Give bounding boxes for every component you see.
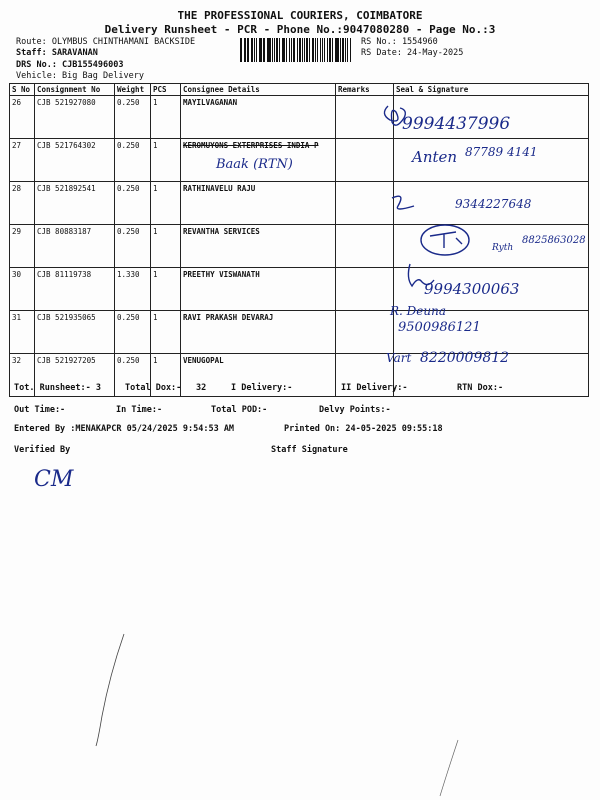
rs-number: RS No.: 1554960	[361, 37, 438, 47]
cell-pcs: 1	[151, 225, 181, 268]
barcode-bar	[291, 38, 292, 62]
verified-signature: CM	[34, 467, 74, 492]
tot-runsheet: Tot. Runsheet:- 3	[14, 383, 101, 393]
cell-remarks	[336, 225, 394, 268]
cell-remarks	[336, 268, 394, 311]
table-row	[10, 225, 589, 268]
cell-consignment: CJB 521764302	[35, 139, 115, 182]
barcode-bar	[342, 38, 344, 62]
cell-weight: 0.250	[115, 311, 151, 354]
barcode-bar	[282, 38, 283, 62]
cell-pcs: 1	[151, 311, 181, 354]
barcode-bar	[312, 38, 314, 62]
barcode	[240, 38, 352, 62]
cell-sno: 32	[10, 354, 35, 397]
barcode-bar	[267, 38, 268, 62]
col-weight: Weight	[115, 84, 151, 96]
barcode-bar	[347, 38, 348, 62]
barcode-bar	[254, 38, 255, 62]
barcode-bar	[350, 38, 352, 62]
cell-sno: 31	[10, 311, 35, 354]
barcode-bar	[289, 38, 290, 62]
barcode-bar	[336, 38, 338, 62]
cell-pcs: 1	[151, 139, 181, 182]
cell-pcs: 1	[151, 182, 181, 225]
cell-sno: 30	[10, 268, 35, 311]
cell-signature	[394, 139, 589, 182]
hw-name-29: Ryth	[492, 243, 514, 253]
cell-sno: 27	[10, 139, 35, 182]
document-subtitle: Delivery Runsheet - PCR - Phone No.:9047080280 - Page No.:3	[104, 23, 496, 36]
barcode-bar	[260, 38, 262, 62]
col-pcs: PCS	[151, 84, 181, 96]
barcode-bar	[317, 38, 318, 62]
entered-by: Entered By :MENAKAPCR 05/24/2025 9:54:53 AM	[14, 424, 235, 434]
cell-weight: 0.250	[115, 182, 151, 225]
barcode-bar	[293, 38, 295, 62]
barcode-bar	[240, 38, 242, 62]
hw-name-32: Vart	[386, 351, 412, 365]
barcode-bar	[302, 38, 303, 62]
barcode-bar	[332, 38, 333, 62]
barcode-bar	[247, 38, 249, 62]
table-row	[10, 268, 589, 311]
col-consignment: Consignment No	[35, 84, 115, 96]
cell-consignee: VENUGOPAL	[181, 354, 336, 397]
cell-consignment: CJB 521935065	[35, 311, 115, 354]
col-sno: S No	[10, 84, 35, 96]
hw-phone-32: 8220009812	[420, 350, 510, 366]
table-row	[10, 182, 589, 225]
printed-on: Printed On: 24-05-2025 09:55:18	[284, 424, 443, 434]
hw-phone-28: 9344227648	[455, 197, 532, 211]
cell-weight: 1.330	[115, 268, 151, 311]
hw-name-31: R. Deuna	[390, 304, 446, 318]
cell-remarks	[336, 96, 394, 139]
cell-consignment: CJB 521927080	[35, 96, 115, 139]
hw-number-27: 87789 4141	[465, 145, 538, 159]
barcode-bar	[345, 38, 346, 62]
cell-consignee: RAVI PRAKASH DEVARAJ	[181, 311, 336, 354]
cell-consignment: CJB 521927205	[35, 354, 115, 397]
barcode-bar	[259, 38, 260, 62]
cell-consignee: MAYILVAGANAN	[181, 96, 336, 139]
runsheet-table	[9, 83, 589, 397]
out-time: Out Time:-	[14, 405, 66, 415]
barcode-bar	[340, 38, 341, 62]
cell-signature	[394, 311, 589, 354]
vehicle-line: Vehicle: Big Bag Delivery	[16, 71, 144, 81]
staff-line: Staff: SARAVANAN	[16, 48, 98, 58]
table-row	[10, 139, 589, 182]
cell-consignment: CJB 80883187	[35, 225, 115, 268]
drs-line: DRS No.: CJB155496003	[16, 60, 124, 70]
cell-signature	[394, 96, 589, 139]
cell-consignee: RATHINAVELU RAJU	[181, 182, 336, 225]
cell-consignee: PREETHY VISWANATH	[181, 268, 336, 311]
barcode-bar	[335, 38, 336, 62]
cell-remarks	[336, 311, 394, 354]
in-time: In Time:-	[116, 405, 163, 415]
total-pod: Total POD:-	[211, 405, 268, 415]
table-row	[10, 311, 589, 354]
route-line: Route: OLYMBUS CHINTHAMANI BACKSIDE	[16, 37, 196, 47]
barcode-bar	[279, 38, 280, 62]
pen-mark	[96, 634, 124, 746]
barcode-bar	[306, 38, 308, 62]
delvy-points: Delvy Points:-	[319, 405, 391, 415]
barcode-bar	[245, 38, 246, 62]
barcode-bar	[244, 38, 245, 62]
col-signature: Seal & Signature	[394, 84, 589, 96]
table-header-row	[10, 84, 589, 96]
barcode-bar	[327, 38, 329, 62]
col-remarks: Remarks	[336, 84, 394, 96]
cell-sno: 28	[10, 182, 35, 225]
cell-signature	[394, 268, 589, 311]
ii-delivery: II Delivery:-	[341, 383, 408, 393]
cell-sno: 29	[10, 225, 35, 268]
barcode-bar	[304, 38, 305, 62]
cell-weight: 0.250	[115, 354, 151, 397]
i-delivery: I Delivery:-	[231, 383, 293, 393]
barcode-bar	[324, 38, 325, 62]
col-consignee: Consignee Details	[181, 84, 336, 96]
barcode-bar	[297, 38, 298, 62]
cell-consignment: CJB 521892541	[35, 182, 115, 225]
rtn-dox: RTN Dox:-	[457, 383, 504, 393]
barcode-bar	[268, 38, 270, 62]
hw-phone-31: 9500986121	[398, 320, 481, 335]
hw-phone-26: 9994437996	[402, 114, 511, 134]
barcode-bar	[322, 38, 323, 62]
hw-phone-30: 9994300063	[424, 280, 520, 298]
barcode-bar	[263, 38, 265, 62]
barcode-bar	[315, 38, 316, 62]
total-dox-label: Total Dox:-	[125, 383, 182, 393]
cell-signature	[394, 225, 589, 268]
barcode-bar	[256, 38, 257, 62]
cell-pcs: 1	[151, 96, 181, 139]
hw-number-29: 8825863028	[522, 235, 586, 246]
cell-weight: 0.250	[115, 225, 151, 268]
barcode-bar	[272, 38, 273, 62]
cell-weight: 0.250	[115, 139, 151, 182]
barcode-bar	[283, 38, 285, 62]
total-dox-value: 32	[196, 383, 207, 393]
barcode-bar	[251, 38, 253, 62]
hw-remark-27: Baak (RTN)	[216, 157, 293, 172]
barcode-bar	[274, 38, 275, 62]
cell-remarks	[336, 139, 394, 182]
cell-consignment: CJB 81119738	[35, 268, 115, 311]
barcode-bar	[286, 38, 288, 62]
barcode-bar	[309, 38, 310, 62]
document-title: THE PROFESSIONAL COURIERS, COIMBATORE	[177, 9, 423, 22]
barcode-bar	[320, 38, 322, 62]
cell-signature	[394, 182, 589, 225]
cell-weight: 0.250	[115, 96, 151, 139]
barcode-bar	[276, 38, 278, 62]
cell-sno: 26	[10, 96, 35, 139]
cell-pcs: 1	[151, 268, 181, 311]
rs-date: RS Date: 24-May-2025	[361, 48, 464, 58]
cell-consignee: REVANTHA SERVICES	[181, 225, 336, 268]
verified-by-label: Verified By	[14, 445, 71, 455]
cell-remarks	[336, 182, 394, 225]
cell-pcs: 1	[151, 354, 181, 397]
staff-signature-label: Staff Signature	[271, 445, 348, 455]
pen-mark	[440, 740, 458, 796]
table-row	[10, 96, 589, 139]
barcode-bar	[299, 38, 301, 62]
barcode-bar	[329, 38, 331, 62]
hw-name-27: Anten	[412, 148, 458, 166]
cell-consignee: KEROMUYONS EXTERPRISES INDIA P	[181, 139, 336, 182]
